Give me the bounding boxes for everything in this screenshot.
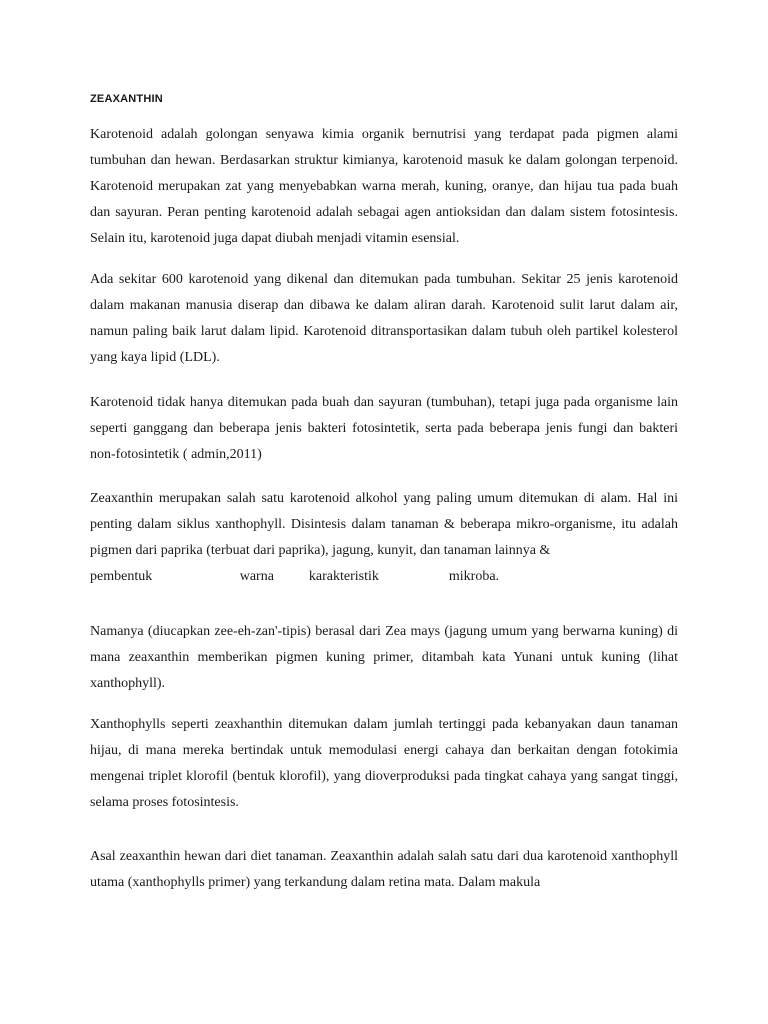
paragraph-karotenoid-intro: Karotenoid adalah golongan senyawa kimia organik bernutrisi yang terdapat pada pigmen alami tumbuhan dan hewan. Berdasarkan struktur kimianya, karotenoid masuk ke dalam golongan terpenoid. Karotenoid merupakan zat yang menyebabkan warna merah, kuning, oranye, dan hijau tua pada buah dan sayuran. Peran penting karotenoid adalah sebagai agen antioksidan dan dalam sistem fotosintesis. Selain itu, karotenoid juga dapat diubah menjadi vitamin esensial.	[90, 127, 678, 246]
paragraph-xanthophylls: Xanthophylls seperti zeaxhanthin ditemukan dalam jumlah tertinggi pada kebanyakan daun tanaman hijau, di mana mereka bertindak untuk memodulasi energi cahaya dan berkaitan dengan fotokimia mengenai triplet klorofil (bentuk klorofil), yang dioverproduksi pada tingkat cahaya yang sangat tinggi, selama proses fotosintesis.	[90, 717, 678, 810]
paragraph-zeaxanthin-name: Namanya (diucapkan zee-eh-zan'-tipis) berasal dari Zea mays (jagung umum yang berwarna kuning) di mana zeaxanthin memberikan pigmen kuning primer, ditambah kata Yunani untuk kuning (lihat xanthophyll).	[90, 624, 678, 691]
paragraph-zeaxanthin-origin: Asal zeaxanthin hewan dari diet tanaman. Zeaxanthin adalah salah satu dari dua karotenoid xanthophyll utama (xanthophylls primer) yang terkandung dalam retina mata. Dalam makula	[90, 849, 678, 890]
paragraph-zeaxanthin-definition-text: Zeaxanthin merupakan salah satu karotenoid alkohol yang paling umum ditemukan di alam. Hal ini penting dalam siklus xanthophyll. Disintesis dalam tanaman & beberapa mikro-organisme, itu adalah pigmen dari paprika (terbuat dari paprika), jagung, kunyit, dan tanaman lainnya &	[90, 491, 678, 558]
paragraph-karotenoid-organisms: Karotenoid tidak hanya ditemukan pada buah dan sayuran (tumbuhan), tetapi juga pada organisme lain seperti ganggang dan beberapa jenis bakteri fotosintetik, serta pada beberapa jenis fungi dan bakteri non-fotosintetik ( admin,2011)	[90, 395, 678, 462]
paragraph-karotenoid-count: Ada sekitar 600 karotenoid yang dikenal dan ditemukan pada tumbuhan. Sekitar 25 jenis karotenoid dalam makanan manusia diserap dan dibawa ke dalam aliran darah. Karotenoid sulit larut dalam air, namun paling baik larut dalam lipid. Karotenoid ditransportasikan dalam tubuh oleh partikel kolesterol yang kaya lipid (LDL).	[90, 272, 678, 365]
paragraph-zeaxanthin-definition-last-line: pembentuk warna karakteristik mikroba.	[90, 569, 500, 584]
paragraph-zeaxanthin-definition	[90, 486, 678, 590]
document-title: ZEAXANTHIN	[90, 93, 163, 105]
